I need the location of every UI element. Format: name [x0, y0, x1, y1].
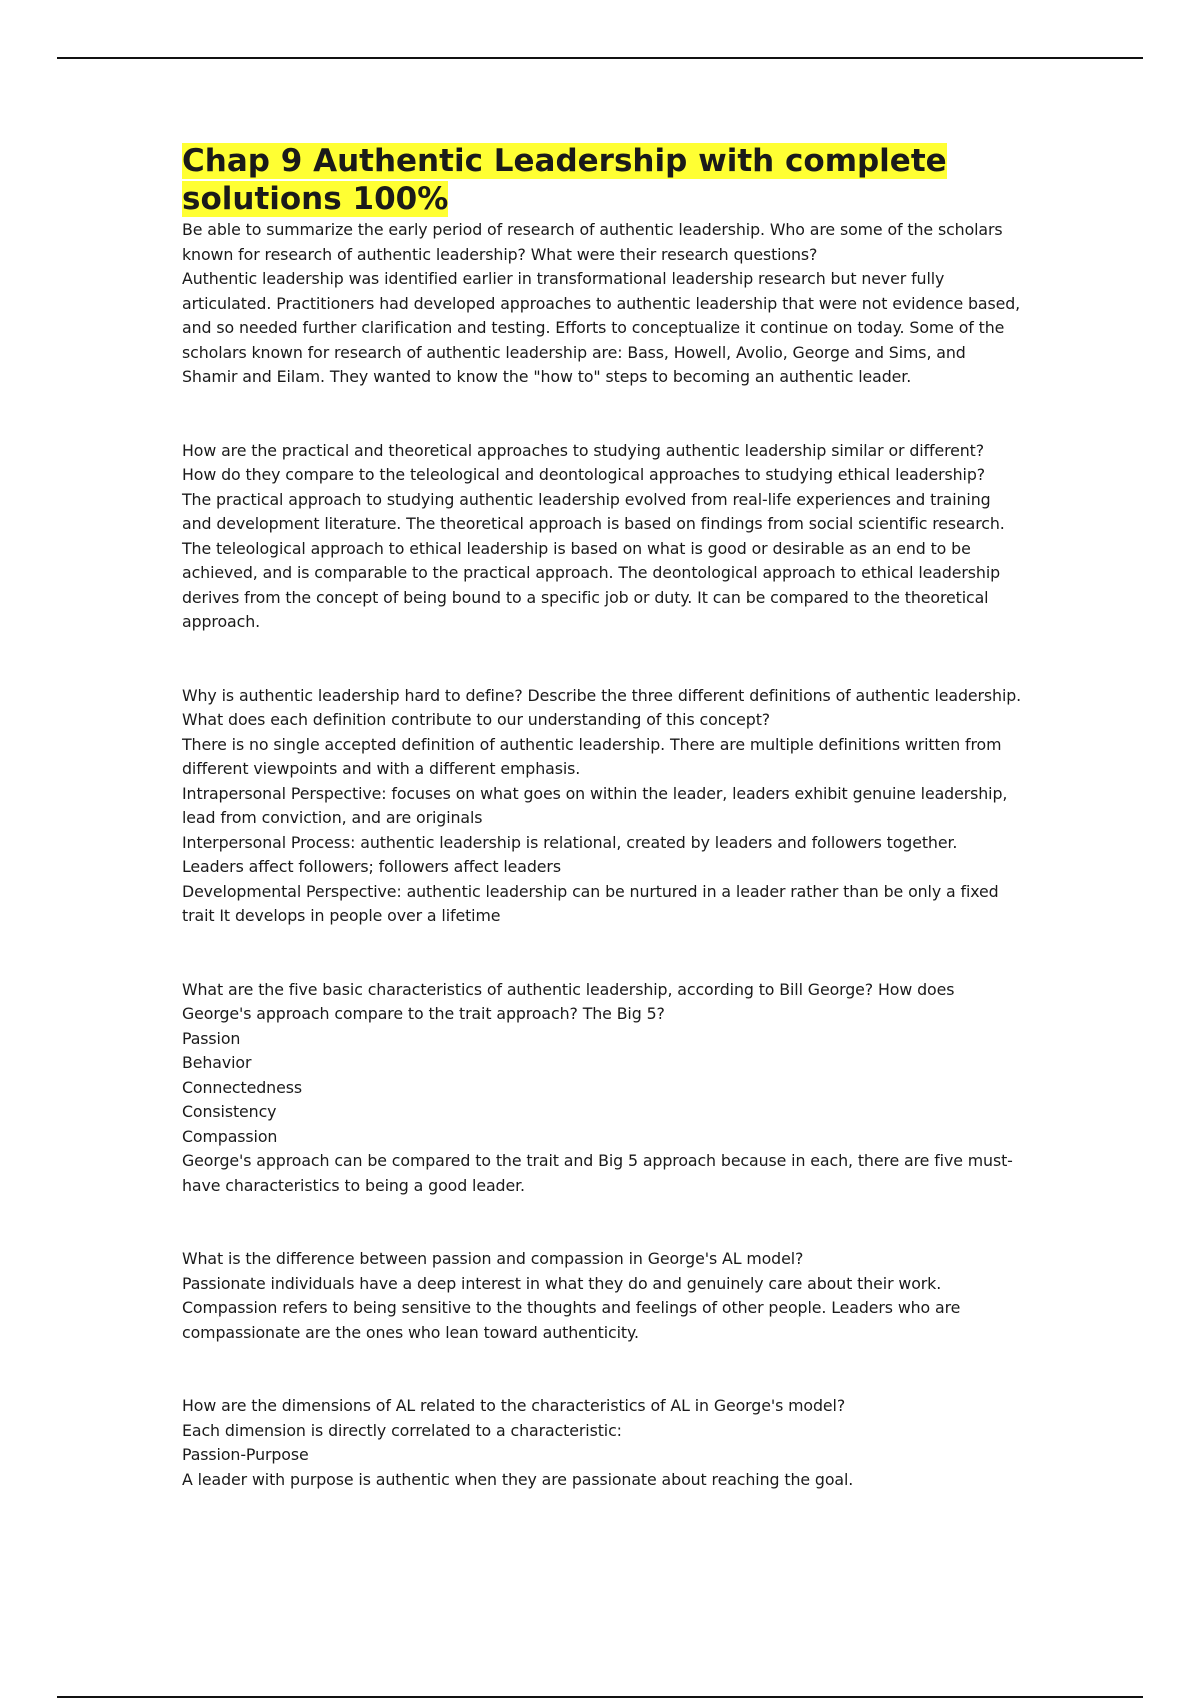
- answer-list-item: Behavior: [182, 1053, 252, 1072]
- answer-text: Authentic leadership was identified earlier in transformational leadership research but never fully articulated. Practitioners had developed approaches to authentic leadership that were not evidence based, and so needed further clarification and testing. Efforts to conceptualize it continue on today. Some of the scholars known for research of authentic leadership are: Bass, Howell, Avolio, George and Sims, and Shamir and Eilam. They wanted to know the "how to" steps to becoming an authentic leader.: [182, 269, 1021, 386]
- qa-block-2: [182, 439, 1022, 635]
- qa-block-5: [182, 1247, 1022, 1345]
- answer-text: Passionate individuals have a deep interest in what they do and genuinely care about their work. Compassion refers to being sensitive to the thoughts and feelings of other people. Leaders who are compassionate are the ones who lean toward authenticity.: [182, 1273, 961, 1342]
- question-text: How are the dimensions of AL related to the characteristics of AL in George's model?: [182, 1396, 846, 1415]
- page-bottom-rule: [57, 1696, 1143, 1698]
- answer-text: Interpersonal Process: authentic leadership is relational, created by leaders and followers together. Leaders affect followers; followers affect leaders: [182, 832, 958, 876]
- answer-text: George's approach can be compared to the trait and Big 5 approach because in each, there are five must-have characteristics to being a good leader.: [182, 1151, 1013, 1195]
- answer-text: Intrapersonal Perspective: focuses on what goes on within the leader, leaders exhibit genuine leadership, lead from conviction, and are originals: [182, 783, 1008, 827]
- answer-list-item: Passion: [182, 1028, 241, 1048]
- question-text: Why is authentic leadership hard to define? Describe the three different definitions of authentic leadership. What does each definition contribute to our understanding of this concept?: [182, 685, 1022, 729]
- question-text: What is the difference between passion and compassion in George's AL model?: [182, 1249, 804, 1268]
- page-top-rule: [57, 57, 1143, 59]
- question-text: How are the practical and theoretical approaches to studying authentic leadership similar or different? How do they compare to the teleological and deontological approaches to studying ethical leadership?: [182, 440, 986, 484]
- qa-list: [182, 218, 1022, 1492]
- document-title: [182, 142, 1022, 218]
- qa-block-1: [182, 218, 1022, 390]
- question-text: Be able to summarize the early period of research of authentic leadership. Who are some of the scholars known for research of authentic leadership? What were their research questions?: [182, 220, 1003, 264]
- answer-text: There is no single accepted definition of authentic leadership. There are multiple definitions written from different viewpoints and with a different emphasis.: [182, 734, 1002, 778]
- question-text: What are the five basic characteristics of authentic leadership, according to Bill George? How does George's approach compare to the trait approach? The Big 5?: [182, 979, 955, 1023]
- title-highlight: Chap 9 Authentic Leadership with complete solutions 100%: [182, 143, 947, 217]
- answer-text: A leader with purpose is authentic when they are passionate about reaching the goal.: [182, 1469, 854, 1489]
- document-body: [182, 142, 1022, 1492]
- qa-block-6: [182, 1394, 1022, 1492]
- answer-list-item: Compassion: [182, 1126, 278, 1146]
- answer-text: The practical approach to studying authentic leadership evolved from real-life experiences and training and development literature. The theoretical approach is based on findings from social scientific research. The teleological approach to ethical leadership is based on what is good or desirable as an end to be achieved, and is comparable to the practical approach. The deontological approach to ethical leadership derives from the concept of being bound to a specific job or duty. It can be compared to the theoretical approach.: [182, 489, 1005, 631]
- answer-list-item: Connectedness: [182, 1077, 302, 1097]
- answer-text: Developmental Perspective: authentic leadership can be nurtured in a leader rather than be only a fixed trait It develops in people over a lifetime: [182, 881, 999, 925]
- qa-block-3: [182, 684, 1022, 929]
- answer-list-item: Consistency: [182, 1102, 277, 1121]
- qa-block-4: [182, 978, 1022, 1199]
- answer-text: Passion-Purpose: [182, 1445, 309, 1464]
- answer-text: Each dimension is directly correlated to a characteristic:: [182, 1420, 622, 1440]
